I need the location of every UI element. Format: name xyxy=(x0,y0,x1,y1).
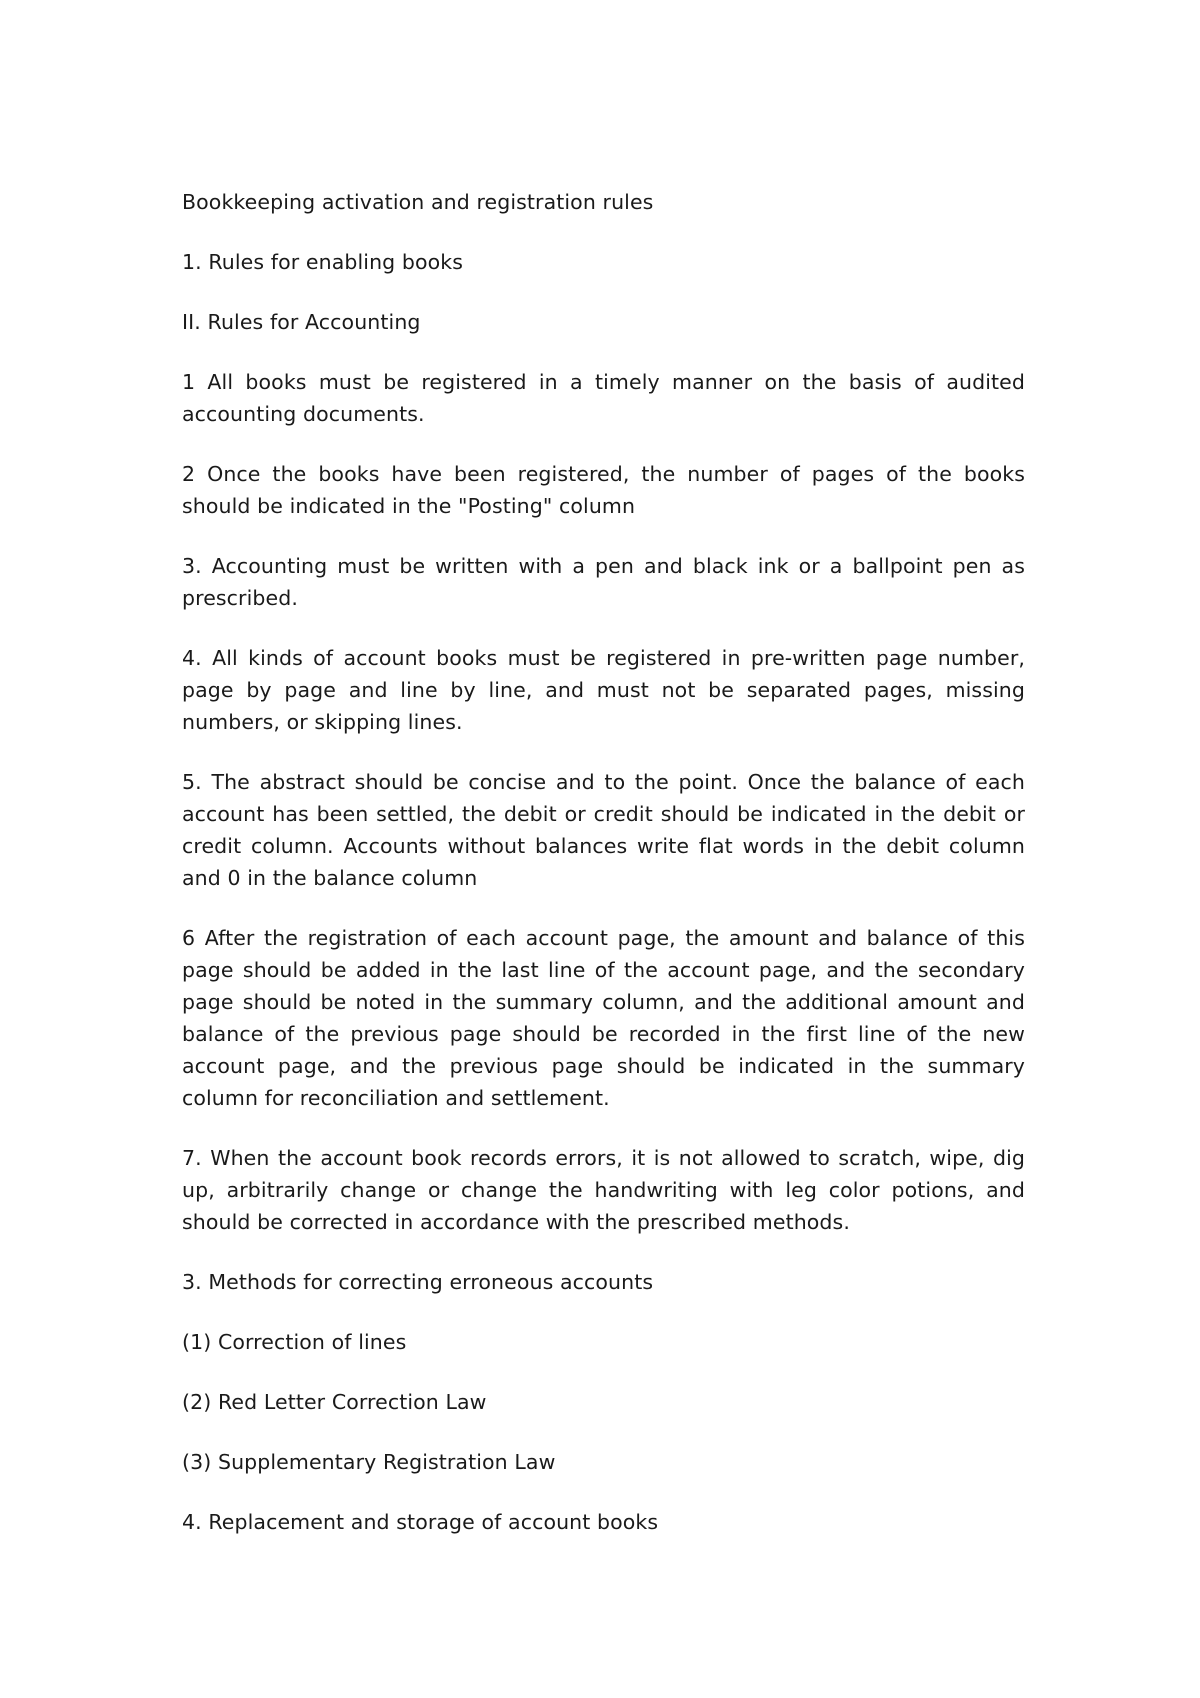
section-heading-accounting-rules: II. Rules for Accounting xyxy=(182,310,421,334)
section-heading-enabling-books: 1. Rules for enabling books xyxy=(182,250,464,274)
method-item: (2) Red Letter Correction Law xyxy=(182,1390,487,1414)
rule-paragraph: 7. When the account book records errors, it is not allowed to scratch, wipe, dig up, arbitrarily change or change the handwriting with leg color potions, and should be corrected in accordance with the prescribed methods. xyxy=(182,1146,1025,1234)
method-item: (1) Correction of lines xyxy=(182,1330,407,1354)
rule-paragraph: 1 All books must be registered in a timely manner on the basis of audited accounting documents. xyxy=(182,370,1025,426)
rule-paragraph: 2 Once the books have been registered, the number of pages of the books should be indicated in the "Posting" column xyxy=(182,462,1025,518)
rule-paragraph: 6 After the registration of each account page, the amount and balance of this page should be added in the last line of the account page, and the secondary page should be noted in the summary column, and the additional amount and balance of the previous page should be recorded in the first line of the new account page, and the previous page should be indicated in the summary column for reconciliation and settlement. xyxy=(182,926,1025,1110)
section-heading-replacement-storage: 4. Replacement and storage of account books xyxy=(182,1510,659,1534)
document-body xyxy=(182,186,1025,1566)
document-title: Bookkeeping activation and registration rules xyxy=(182,190,654,214)
rule-paragraph: 3. Accounting must be written with a pen and black ink or a ballpoint pen as prescribed. xyxy=(182,554,1025,610)
method-item: (3) Supplementary Registration Law xyxy=(182,1450,556,1474)
rule-paragraph: 4. All kinds of account books must be registered in pre-written page number, page by page and line by line, and must not be separated pages, missing numbers, or skipping lines. xyxy=(182,646,1025,734)
section-heading-correction-methods: 3. Methods for correcting erroneous accounts xyxy=(182,1270,654,1294)
rule-paragraph: 5. The abstract should be concise and to the point. Once the balance of each account has been settled, the debit or credit should be indicated in the debit or credit column. Accounts without balances write flat words in the debit column and 0 in the balance column xyxy=(182,770,1025,890)
